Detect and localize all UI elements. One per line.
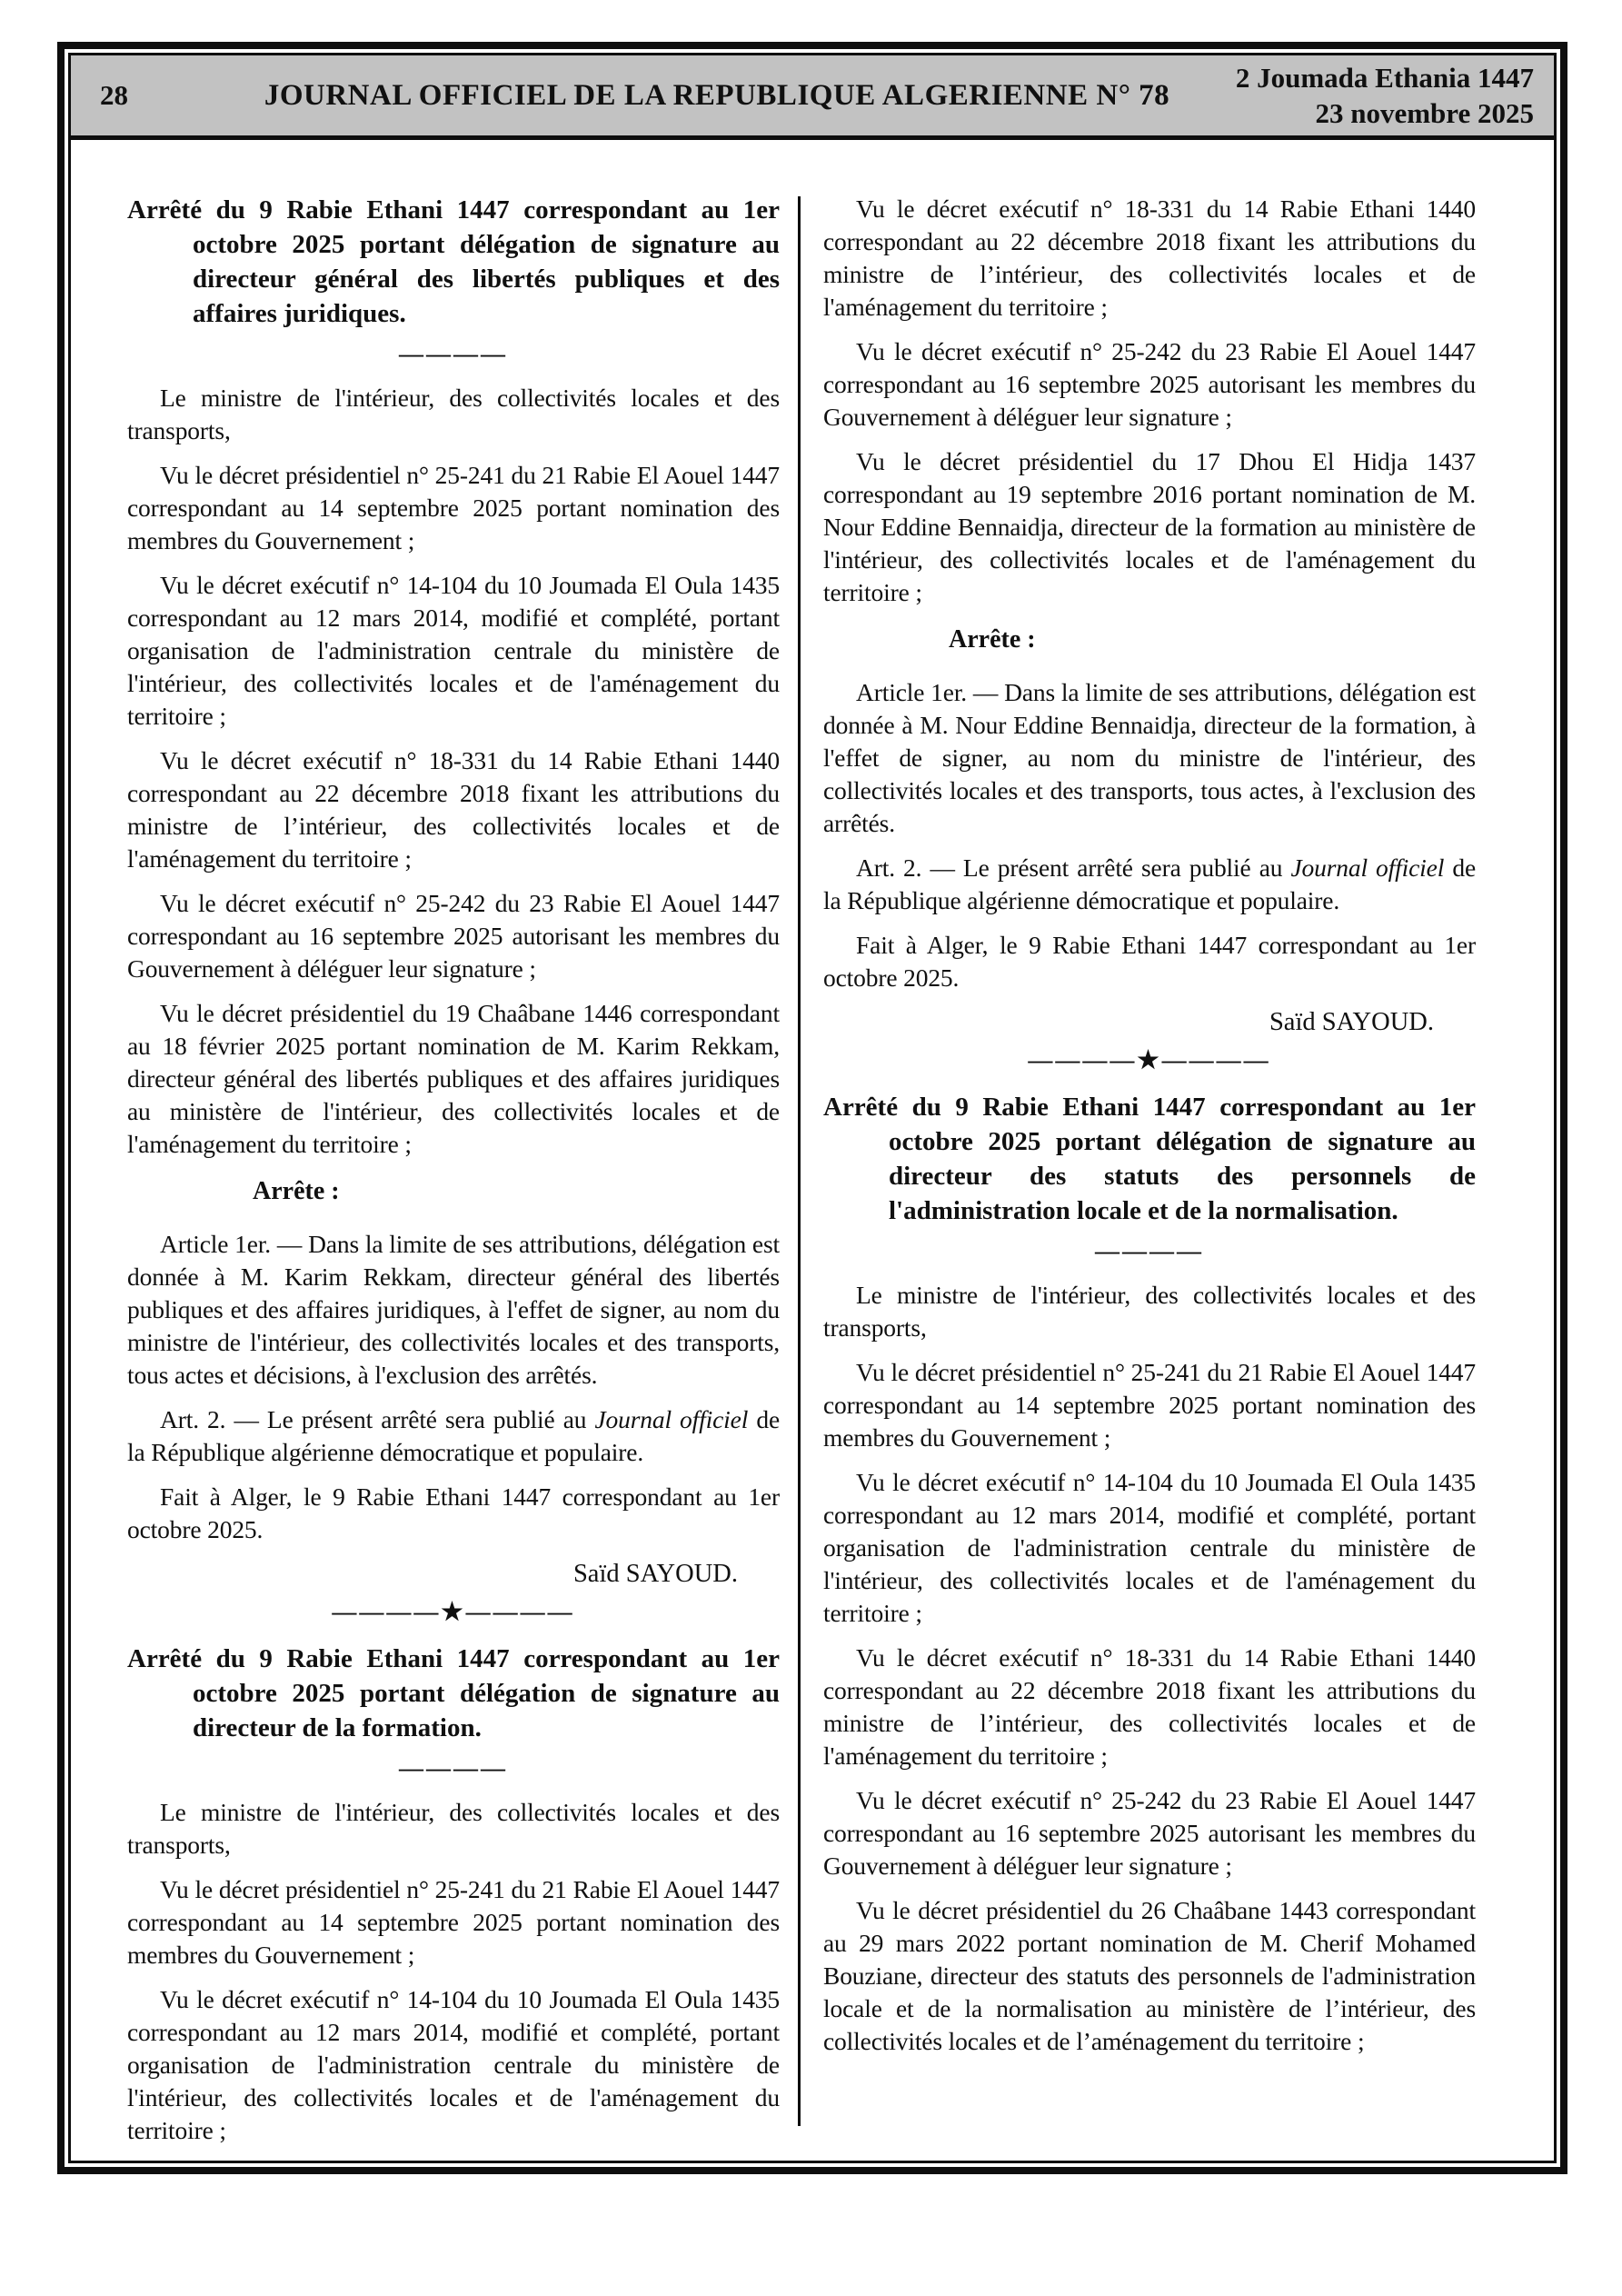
paragraph: Vu le décret exécutif n° 18-331 du 14 Rabie Ethani 1440 correspondant au 22 décembre 2018 fixant les attributions du ministre de l’intérieur, des collectivités locales et de l'aménagement du territoire ; [823,1643,1476,1770]
star-separator: ————★———— [1028,1046,1271,1073]
paragraph: Fait à Alger, le 9 Rabie Ethani 1447 correspondant au 1er octobre 2025. [127,1482,780,1543]
arrete-label: Arrête : [949,625,1036,654]
paragraph: Article 1er. — Dans la limite de ses attributions, délégation est donnée à M. Karim Rekkam, directeur général des libertés publiques et des affaires juridiques, à l'effet de signer, au nom du ministre de l'intérieur, des collectivités locales et des transports, tous actes et décisions, à l'exclusion des arrêtés. [127,1230,780,1389]
paragraph: Vu le décret présidentiel du 17 Dhou El Hidja 1437 correspondant au 19 septembre 2016 portant nomination de M. Nour Eddine Bennaidja, directeur de la formation au ministère de l'intérieur, des collectivités locales et de l'aménagement du territoire ; [823,447,1476,606]
paragraph: Le ministre de l'intérieur, des collectivités locales et des transports, [127,384,780,444]
paragraph: Vu le décret exécutif n° 18-331 du 14 Rabie Ethani 1440 correspondant au 22 décembre 2018 fixant les attributions du ministre de l’intérieur, des collectivités locales et de l'aménagement du territoire ; [127,746,780,873]
arrete-title: Arrêté du 9 Rabie Ethani 1447 correspondant au 1er octobre 2025 portant délégation de signature au directeur général des libertés publiques et des affaires juridiques. [127,195,780,328]
paragraph: Vu le décret présidentiel n° 25-241 du 21 Rabie El Aouel 1447 correspondant au 14 septembre 2025 portant nomination des membres du Gouvernement ; [127,461,780,554]
page-number: 28 [100,79,128,111]
page-inner-frame [68,53,1557,2163]
paragraph: Vu le décret présidentiel n° 25-241 du 21 Rabie El Aouel 1447 correspondant au 14 septembre 2025 portant nomination des membres du Gouvernement ; [823,1358,1476,1452]
signature: Saïd SAYOUD. [572,1560,738,1588]
paragraph: Vu le décret exécutif n° 25-242 du 23 Rabie El Aouel 1447 correspondant au 16 septembre 2025 autorisant les membres du Gouvernement à déléguer leur signature ; [127,889,780,983]
paragraph: Vu le décret exécutif n° 18-331 du 14 Rabie Ethani 1440 correspondant au 22 décembre 2018 fixant les attributions du ministre de l’intérieur, des collectivités locales et de l'aménagement du territoire ; [823,195,1476,321]
paragraph: Le ministre de l'intérieur, des collectivités locales et des transports, [823,1281,1476,1342]
paragraph: Vu le décret présidentiel du 26 Chaâbane 1443 correspondant au 29 mars 2022 portant nomination de M. Cherif Mohamed Bouziane, directeur des statuts des personnels de l'administration locale et de la normalisation au ministère de l’intérieur, des collectivités locales et de l’aménagement du territoire ; [823,1896,1476,2055]
paragraph: Vu le décret exécutif n° 25-242 du 23 Rabie El Aouel 1447 correspondant au 16 septembre 2025 autorisant les membres du Gouvernement à déléguer leur signature ; [823,337,1476,431]
paragraph: Vu le décret exécutif n° 14-104 du 10 Joumada El Oula 1435 correspondant au 12 mars 2014, modifié et complété, portant organisation de l'administration centrale du ministère de l'intérieur, des collectivités locales et de l'aménagement du territoire ; [823,1468,1476,1627]
paragraph: Art. 2. — Le présent arrêté sera publié au Journal officiel de la République algérienne démocratique et populaire. [127,1405,780,1466]
journal-title: JOURNAL OFFICIEL DE LA REPUBLIQUE ALGERIENNE N° 78 [264,78,1170,112]
star-separator: ————★———— [332,1598,575,1625]
right-column [823,193,1476,2070]
paragraph: Fait à Alger, le 9 Rabie Ethani 1447 correspondant au 1er octobre 2025. [823,931,1476,992]
dash-separator: ———— [1095,1237,1204,1264]
header-dates [1170,60,1554,131]
dash-separator: ———— [399,1754,508,1782]
date-hijri: 2 Joumada Ethania 1447 [1235,62,1534,94]
date-gregorian: 23 novembre 2025 [1315,97,1534,129]
paragraph: Art. 2. — Le présent arrêté sera publié au Journal officiel de la République algérienne démocratique et populaire. [823,854,1476,914]
paragraph: Le ministre de l'intérieur, des collectivités locales et des transports, [127,1798,780,1859]
left-column [127,193,780,2159]
paragraph: Vu le décret présidentiel n° 25-241 du 21 Rabie El Aouel 1447 correspondant au 14 septembre 2025 portant nomination des membres du Gouvernement ; [127,1875,780,1969]
page-border-frame [57,42,1567,2174]
paragraph: Vu le décret présidentiel du 19 Chaâbane 1446 correspondant au 18 février 2025 portant nomination de M. Karim Rekkam, directeur général des libertés publiques et des affaires juridiques au ministère de l'intérieur, des collectivités locales et de l'aménagement du territoire ; [127,999,780,1158]
arrete-title: Arrêté du 9 Rabie Ethani 1447 correspondant au 1er octobre 2025 portant délégation de signature au directeur des statuts des personnels de l'administration locale et de la normalisation. [823,1093,1476,1225]
signature: Saïd SAYOUD. [1269,1008,1434,1036]
page-header-band [71,55,1554,140]
paragraph: Vu le décret exécutif n° 14-104 du 10 Joumada El Oula 1435 correspondant au 12 mars 2014, modifié et complété, portant organisation de l'administration centrale du ministère de l'intérieur, des collectivités locales et de l'aménagement du territoire ; [127,1985,780,2144]
page-content [71,140,1554,2161]
dash-separator: ———— [399,340,508,367]
paragraph: Article 1er. — Dans la limite de ses attributions, délégation est donnée à M. Nour Eddine Bennaidja, directeur de la formation, à l'effet de signer, au nom du ministre de l'intérieur, des collectivités locales et des transports, tous actes, à l'exclusion des arrêtés. [823,678,1476,837]
paragraph: Vu le décret exécutif n° 14-104 du 10 Joumada El Oula 1435 correspondant au 12 mars 2014, modifié et complété, portant organisation de l'administration centrale du ministère de l'intérieur, des collectivités locales et de l'aménagement du territoire ; [127,571,780,730]
column-divider-rule [798,196,801,2126]
paragraph: Vu le décret exécutif n° 25-242 du 23 Rabie El Aouel 1447 correspondant au 16 septembre 2025 autorisant les membres du Gouvernement à déléguer leur signature ; [823,1786,1476,1880]
arrete-label: Arrête : [253,1177,340,1205]
arrete-title: Arrêté du 9 Rabie Ethani 1447 correspondant au 1er octobre 2025 portant délégation de signature au directeur de la formation. [127,1644,780,1742]
